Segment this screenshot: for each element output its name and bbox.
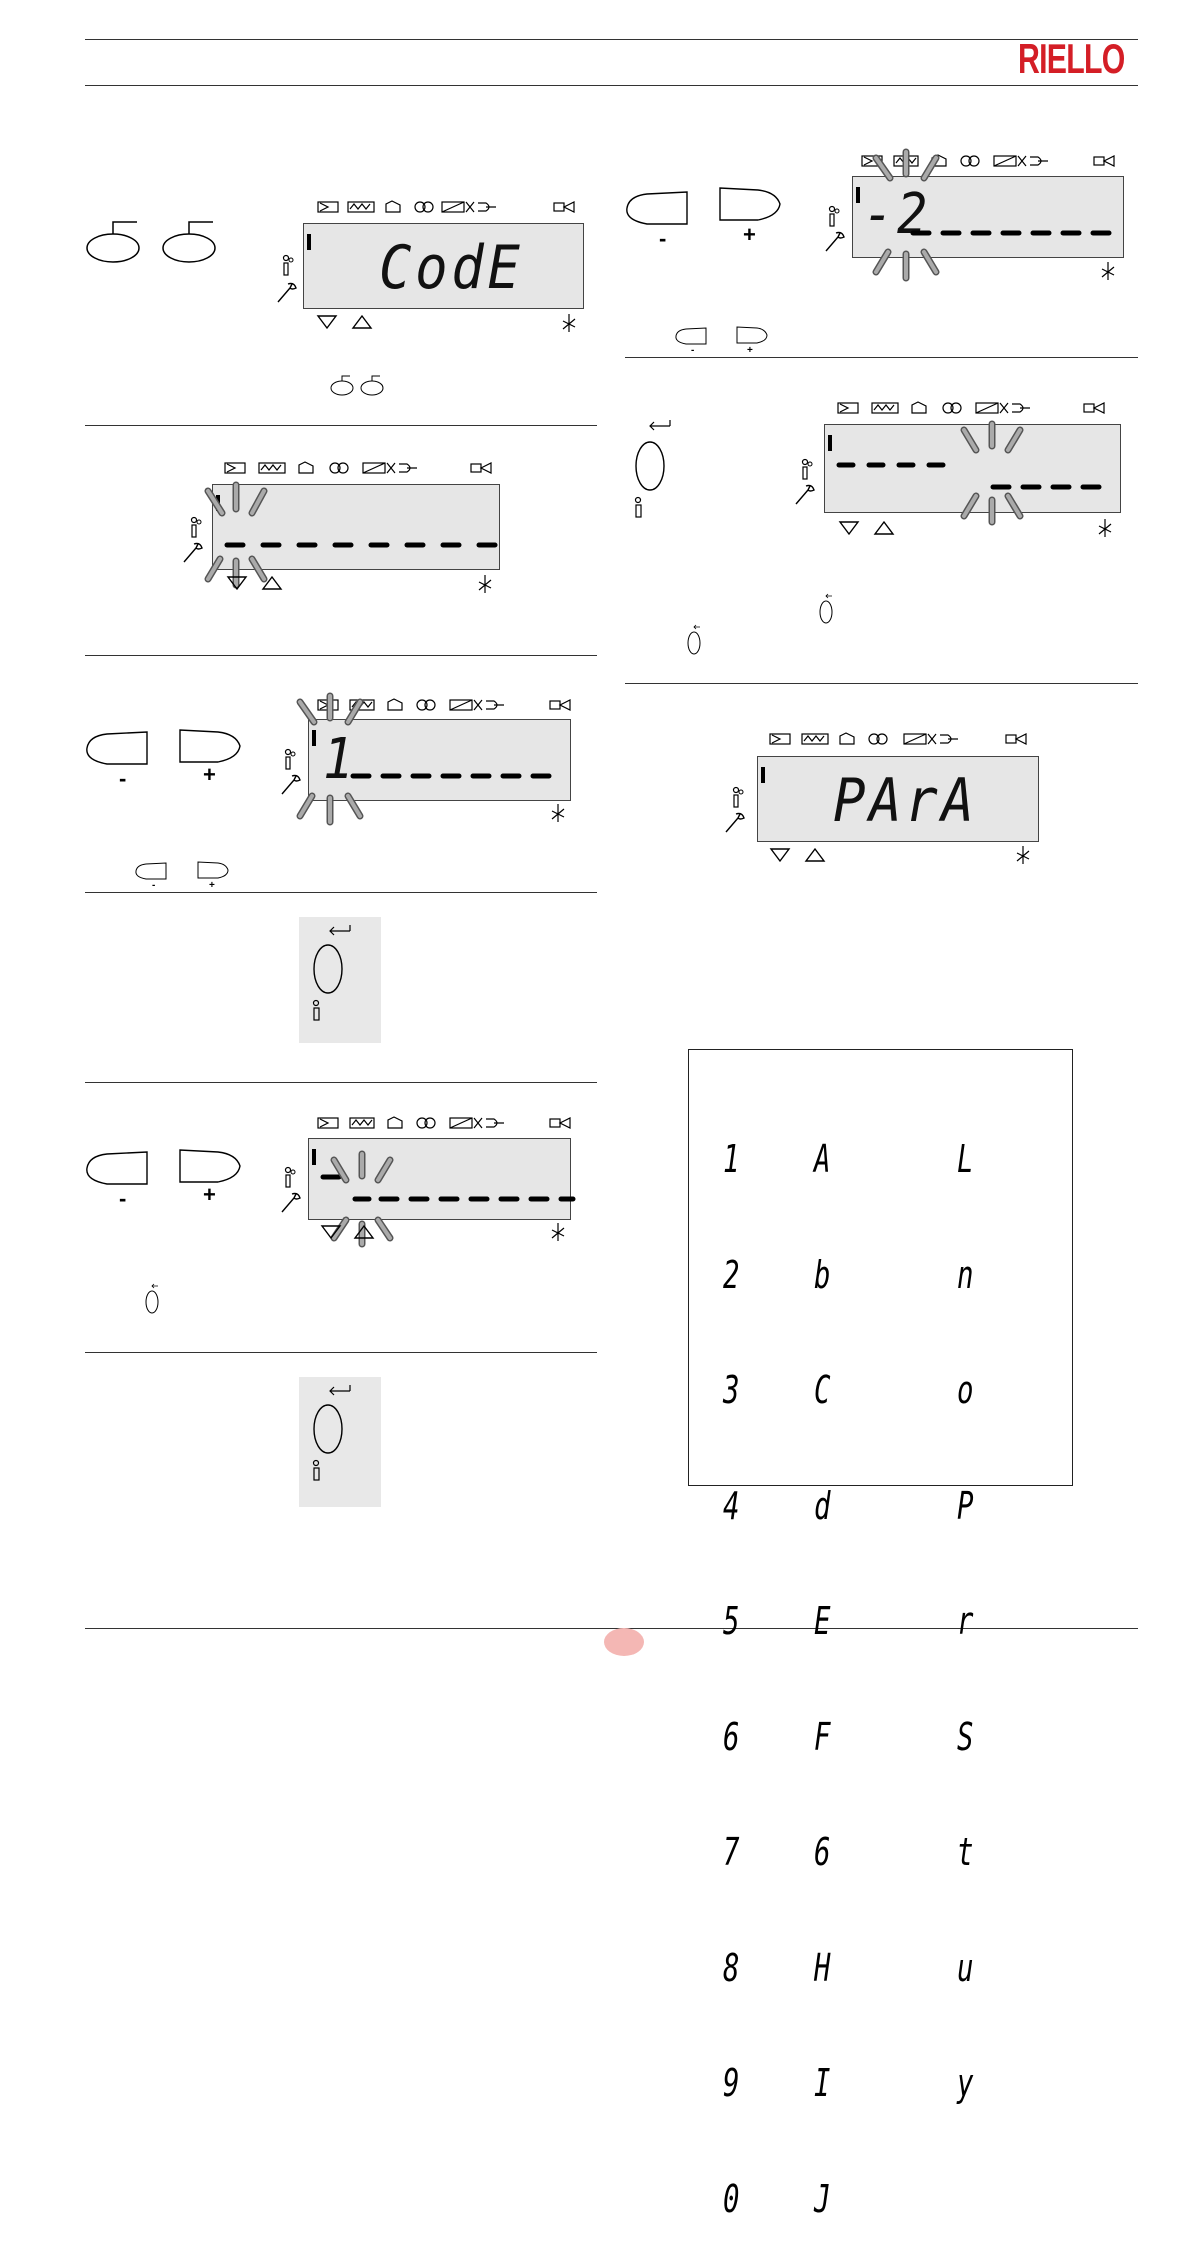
info-icon bbox=[799, 458, 813, 482]
plus-button-icon[interactable] bbox=[178, 728, 242, 764]
table-cell: 5 bbox=[723, 1599, 740, 1643]
enter-button-icon[interactable] bbox=[308, 925, 368, 1035]
table-cell: S bbox=[957, 1714, 974, 1759]
arrow-down-icon bbox=[321, 1225, 341, 1239]
small-enter-button-icon bbox=[686, 623, 706, 657]
table-cell: n bbox=[957, 1252, 974, 1297]
small-two-buttons-icon bbox=[330, 374, 390, 398]
info-icon bbox=[282, 1166, 296, 1190]
wrench-icon bbox=[792, 482, 816, 506]
arrow-up-icon bbox=[262, 576, 282, 590]
table-cell: E bbox=[814, 1599, 831, 1643]
small-plus-button-icon bbox=[196, 861, 230, 879]
two-buttons-pressed-icon bbox=[85, 218, 225, 278]
dash-segments bbox=[349, 772, 599, 782]
small-minus-button-icon bbox=[134, 862, 168, 880]
table-cell: 9 bbox=[723, 2061, 740, 2105]
table-cell: 0 bbox=[723, 2176, 740, 2221]
arrow-up-icon bbox=[354, 1225, 374, 1239]
plus-label: + bbox=[743, 222, 756, 247]
small-minus-label: - bbox=[152, 880, 156, 891]
table-cell: A bbox=[814, 1137, 831, 1181]
blink-rays-icon bbox=[290, 692, 380, 828]
lcd-display-para bbox=[757, 756, 1039, 842]
wrench-icon bbox=[822, 229, 846, 253]
plus-label: + bbox=[203, 762, 216, 787]
info-icon bbox=[730, 786, 744, 810]
enter-button-icon[interactable] bbox=[308, 1385, 368, 1495]
header-bottom-rule bbox=[85, 85, 1138, 86]
fault-icon bbox=[1098, 518, 1112, 538]
table-cell: J bbox=[814, 2176, 831, 2221]
arrow-up-icon bbox=[874, 521, 894, 535]
minus-button-icon[interactable] bbox=[85, 730, 149, 766]
table-cell: F bbox=[814, 1714, 831, 1759]
character-column-letters-1 bbox=[814, 1063, 847, 2257]
table-cell: H bbox=[814, 1945, 831, 1990]
table-cell: I bbox=[814, 2061, 831, 2105]
lcd-symbol-row-icons bbox=[318, 199, 598, 217]
small-plus-label: + bbox=[747, 345, 753, 356]
lcd-symbol-row-icons bbox=[770, 731, 1040, 749]
table-cell: r bbox=[957, 1599, 974, 1643]
minus-button-icon[interactable] bbox=[625, 190, 689, 226]
riello-logo: RIELLO bbox=[1018, 35, 1125, 82]
table-cell: 8 bbox=[723, 1945, 740, 1990]
wrench-icon bbox=[278, 1190, 302, 1214]
small-plus-label: + bbox=[209, 880, 215, 891]
section-divider bbox=[625, 683, 1138, 684]
table-cell: 1 bbox=[723, 1137, 740, 1181]
plus-label: + bbox=[203, 1182, 216, 1207]
table-cell: L bbox=[957, 1137, 974, 1181]
arrow-down-icon bbox=[317, 315, 337, 329]
small-minus-label: - bbox=[691, 345, 695, 356]
table-cell: 4 bbox=[723, 1483, 740, 1528]
small-plus-button-icon bbox=[735, 326, 769, 344]
table-cell: 6 bbox=[814, 1830, 831, 1874]
blink-rays-icon bbox=[950, 420, 1040, 526]
header-top-rule bbox=[85, 39, 1138, 40]
cursor-bar bbox=[307, 234, 311, 250]
lcd-digit: 1 bbox=[323, 727, 357, 792]
blink-rays-icon bbox=[866, 148, 956, 284]
fault-icon bbox=[551, 803, 565, 823]
enter-button-icon[interactable] bbox=[630, 420, 680, 530]
arrow-down-icon bbox=[770, 848, 790, 862]
plus-button-icon[interactable] bbox=[718, 186, 782, 222]
section-divider bbox=[85, 655, 597, 656]
section-divider bbox=[85, 1352, 597, 1353]
lcd-display-code bbox=[303, 223, 584, 309]
arrow-down-icon bbox=[227, 576, 247, 590]
table-cell: b bbox=[814, 1252, 831, 1297]
table-cell: d bbox=[814, 1483, 831, 1528]
page-number-marker bbox=[604, 1628, 644, 1656]
fault-icon bbox=[1101, 261, 1115, 281]
arrow-up-icon bbox=[352, 315, 372, 329]
cursor-bar bbox=[761, 767, 765, 783]
table-cell: 7 bbox=[723, 1830, 740, 1874]
table-cell: 3 bbox=[723, 1368, 740, 1412]
character-column-letters-2 bbox=[957, 1063, 990, 2141]
minus-button-icon[interactable] bbox=[85, 1150, 149, 1186]
table-cell: o bbox=[957, 1368, 974, 1412]
arrow-up-icon bbox=[805, 848, 825, 862]
table-cell: 2 bbox=[723, 1252, 740, 1297]
cursor-bar bbox=[828, 435, 832, 451]
fault-icon bbox=[562, 313, 576, 333]
arrow-down-icon bbox=[839, 521, 859, 535]
lcd-text: PArA bbox=[833, 766, 978, 836]
table-cell: t bbox=[957, 1830, 974, 1874]
lcd-symbol-row-icons bbox=[318, 1115, 588, 1133]
plus-button-icon[interactable] bbox=[178, 1148, 242, 1184]
small-enter-button-icon bbox=[818, 592, 838, 626]
character-column-digits bbox=[723, 1063, 756, 2257]
wrench-icon bbox=[722, 810, 746, 834]
minus-label: - bbox=[659, 226, 667, 251]
small-enter-button-icon bbox=[144, 1282, 164, 1316]
blink-rays-icon bbox=[196, 481, 286, 591]
section-divider bbox=[85, 425, 597, 426]
lcd-symbol-row-icons bbox=[838, 400, 1118, 418]
lcd-text: CodE bbox=[379, 233, 524, 303]
info-icon bbox=[280, 254, 294, 278]
fault-icon bbox=[478, 574, 492, 594]
fault-icon bbox=[551, 1222, 565, 1242]
small-minus-button-icon bbox=[674, 327, 708, 345]
cursor-bar bbox=[856, 187, 860, 203]
table-cell: C bbox=[814, 1368, 831, 1412]
section-divider bbox=[85, 1082, 597, 1083]
table-cell: y bbox=[957, 2061, 974, 2105]
table-cell: P bbox=[957, 1483, 974, 1528]
table-cell: u bbox=[957, 1945, 974, 1990]
minus-label: - bbox=[119, 1186, 127, 1211]
info-icon bbox=[826, 205, 840, 229]
minus-label: - bbox=[119, 766, 127, 791]
cursor-bar bbox=[312, 1149, 316, 1165]
lcd-digit: -2 bbox=[863, 182, 931, 247]
fault-icon bbox=[1016, 845, 1030, 865]
lcd-symbol-row-icons bbox=[225, 460, 505, 478]
table-cell: 6 bbox=[723, 1714, 740, 1759]
wrench-icon bbox=[274, 280, 298, 304]
section-divider bbox=[625, 357, 1138, 358]
section-divider bbox=[85, 892, 597, 893]
